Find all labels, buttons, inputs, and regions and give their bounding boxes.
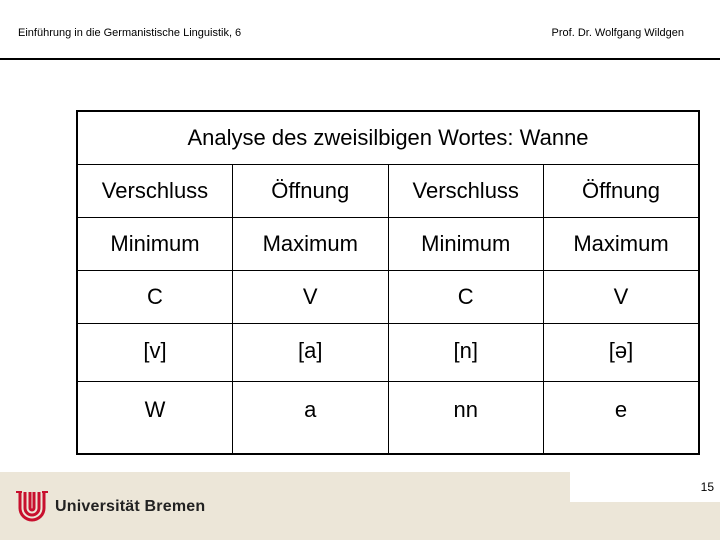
- page-number-box: [570, 472, 720, 502]
- letter-text: nn: [453, 396, 478, 422]
- ipa-text: [v]: [143, 337, 167, 363]
- ipa-text: [a]: [298, 337, 323, 363]
- table-cell: Verschluss: [77, 165, 233, 218]
- table-cell: [388, 382, 544, 455]
- table-cell: Öffnung: [233, 165, 389, 218]
- table-cell: [544, 324, 700, 382]
- table-cell: [77, 382, 233, 455]
- table-cell: Öffnung: [544, 165, 700, 218]
- table-title: Analyse des zweisilbigen Wortes: Wanne: [77, 111, 699, 165]
- table-row: [77, 382, 699, 455]
- table-cell: V: [233, 271, 389, 324]
- university-name: Universität Bremen: [55, 498, 206, 515]
- table-cell: [233, 382, 389, 455]
- ipa-text: [ə]: [608, 337, 634, 363]
- letter-text: e: [614, 396, 628, 422]
- page-number: 15: [700, 480, 714, 494]
- table-cell: Minimum: [77, 218, 233, 271]
- university-logo-icon: [14, 488, 50, 529]
- letter-text: a: [304, 396, 317, 422]
- course-title: Einführung in die Germanistische Linguistik, 6: [18, 27, 242, 39]
- table-cell: [77, 324, 233, 382]
- table-cell: Maximum: [544, 218, 700, 271]
- ipa-text: [n]: [453, 337, 478, 363]
- table-cell: Maximum: [233, 218, 389, 271]
- table-cell: [233, 324, 389, 382]
- table-cell: V: [544, 271, 700, 324]
- table-cell: Minimum: [388, 218, 544, 271]
- table-row: [77, 324, 699, 382]
- table-row: [77, 271, 699, 324]
- table-title-row: [77, 111, 699, 165]
- syllable-analysis-table: [76, 110, 700, 455]
- table-row: [77, 165, 699, 218]
- table-cell: [388, 324, 544, 382]
- table-cell: Verschluss: [388, 165, 544, 218]
- table-cell: [544, 382, 700, 455]
- header-divider: [0, 58, 720, 60]
- table-cell: C: [388, 271, 544, 324]
- table-cell: C: [77, 271, 233, 324]
- table-row: [77, 218, 699, 271]
- letter-text: W: [144, 396, 166, 422]
- author-name: Prof. Dr. Wolfgang Wildgen: [551, 27, 684, 39]
